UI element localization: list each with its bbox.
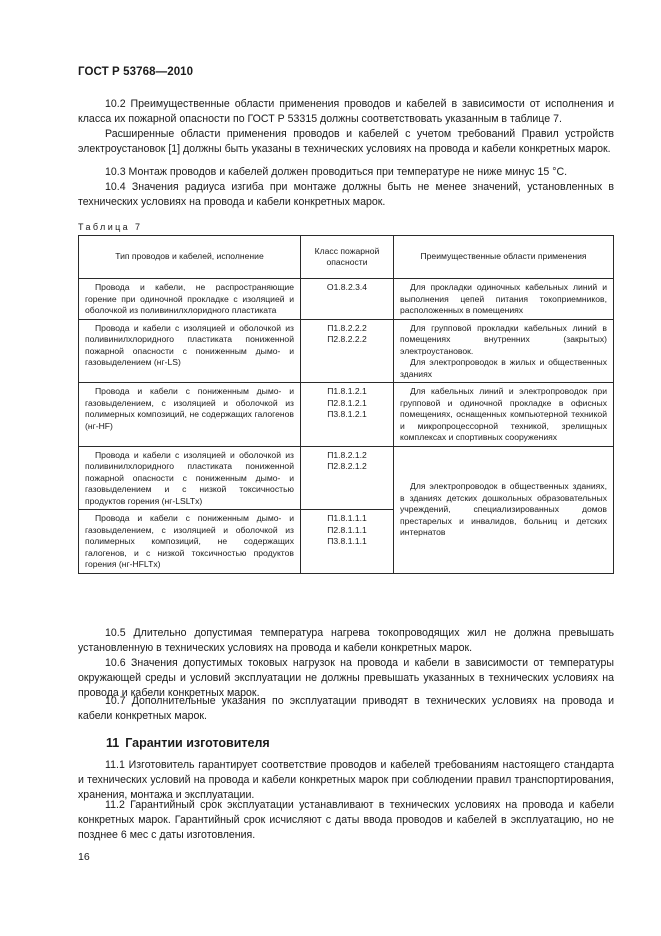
table-caption: Таблица 7 [78, 222, 143, 232]
section-title: Гарантии изготовителя [125, 736, 270, 750]
cell-cable-type: Провода и кабели, не распространяющие горение при одиночной прокладке с изоляцией и оболочкой из поливинилхлоридного пластиката [79, 279, 301, 320]
paragraph-10-3: 10.3 Монтаж проводов и кабелей должен проводиться при температуре не ниже минус 15 °С. [105, 166, 568, 178]
fire-class-code: П2.8.2.2.2 [327, 334, 367, 344]
paragraph-10-6: 10.6 Значения допустимых токовых нагрузок на провода и кабели в зависимости от температуры окружающей среды и условий эксплуатации не должны превышать указанных в технических условиях на провода и кабели конкретных марок. [78, 657, 614, 699]
cell-fire-class [301, 446, 394, 510]
fire-class-code: П1.8.1.2.1 [327, 386, 367, 396]
header-application-areas: Преимущественные области применения [394, 236, 614, 279]
document-code-header: ГОСТ Р 53768—2010 [78, 66, 194, 78]
fire-class-code: П1.8.2.2.2 [327, 322, 367, 333]
paragraph-10-4: 10.4 Значения радиуса изгиба при монтаже должны быть не менее значений, установленных в технических условиях на провода и кабели конкретных марок. [78, 181, 614, 208]
cell-cable-type: Провода и кабели с пониженным дымо- и газовыделением, с изоляцией и оболочкой из полимерных композиций, не содержащих галогенов, и с низкой токсичностью продуктов горения (нг-HFLTx) [79, 510, 301, 574]
cell-fire-class [301, 279, 394, 320]
cell-application-areas [394, 279, 614, 320]
cell-cable-type: Провода и кабели с пониженным дымо- и газовыделением, с изоляцией и оболочкой из полимерных композиций, не содержащих галогенов (нг-HF) [79, 383, 301, 447]
application-area-text: Для кабельных линий и электропроводок при групповой и одиночной прокладке в офисных помещениях, оснащенных компьютерной техникой и микропроцессорной техникой, зрелищных комплексах и спортивных сооружениях [400, 386, 607, 442]
fire-class-code: П2.8.1.1.1 [327, 524, 367, 535]
fire-class-code: П1.8.1.1.1 [327, 513, 367, 523]
header-cable-type: Тип проводов и кабелей, исполнение [79, 236, 301, 279]
table-row [79, 446, 614, 510]
fire-class-code: П1.8.2.1.2 [327, 449, 367, 460]
cell-fire-class [301, 319, 394, 383]
cell-cable-type: Провода и кабели с изоляцией и оболочкой из поливинилхлоридного пластиката пониженной пожарной опасности с пониженным дымо- и газовыделением и с низкой токсичностью продуктов горения (нг-LSLTx) [79, 446, 301, 510]
section-heading [106, 736, 270, 750]
table-row [79, 279, 614, 320]
table-7 [78, 235, 614, 574]
paragraph-extended-areas: Расширенные области применения проводов и кабелей с учетом требований Правил устройств электроустановок [1] должны быть указаны в технических условиях на провода и кабели конкретных марок. [78, 128, 614, 155]
cell-cable-type: Провода и кабели с изоляцией и оболочкой из поливинилхлоридного пластиката пониженной пожарной опасности с пониженным дымо- и газовыделением (нг-LS) [79, 319, 301, 383]
cell-merged-application-areas [394, 446, 614, 573]
table-header-row [79, 236, 614, 279]
paragraph-10-5: 10.5 Длительно допустимая температура нагрева токопроводящих жил не должна превышать установленную в технических условиях на провода и кабели конкретных марок. [78, 627, 614, 654]
paragraph-10-2: 10.2 Преимущественные области применения проводов и кабелей в зависимости от исполнения и класса их пожарной опасности по ГОСТ Р 53315 должны соответствовать указанным в таблице 7. [78, 98, 614, 125]
header-fire-class: Класс пожарной опасности [301, 236, 394, 279]
cell-fire-class [301, 510, 394, 574]
cell-application-areas [394, 319, 614, 383]
section-number: 11 [106, 736, 120, 750]
paragraph-10-7: 10.7 Дополнительные указания по эксплуатации приводят в технических условиях на провода и кабели конкретных марок. [78, 695, 614, 722]
application-area-text: Для электропроводок в общественных зданиях, в зданиях детских дошкольных образовательных учреждений, специализированных домов престарелых и инвалидов, больниц и детских интернатов [400, 481, 607, 538]
application-area-text: Для электропроводок в жилых и общественных зданиях [400, 357, 607, 379]
cell-fire-class [301, 383, 394, 447]
page-number: 16 [78, 851, 90, 863]
paragraph-11-1: 11.1 Изготовитель гарантирует соответствие проводов и кабелей требованиям настоящего стандарта и технических условий на провода и кабели конкретных марок при соблюдении правил транспортирования, хранения, монтажа и эксплуатации. [78, 759, 614, 801]
cell-application-areas [394, 383, 614, 447]
application-area-text: Для прокладки одиночных кабельных линий и выполнения цепей питания токоприемников, расположенных в помещениях [400, 282, 607, 315]
table-row [79, 319, 614, 383]
fire-class-code: П2.8.1.2.1 [327, 397, 367, 408]
fire-class-code: О1.8.2.3.4 [326, 282, 368, 292]
fire-class-code: П3.8.1.2.1 [327, 409, 367, 419]
fire-class-code: П3.8.1.1.1 [327, 536, 367, 546]
paragraph-11-2: 11.2 Гарантийный срок эксплуатации устанавливают в технических условиях на провода и кабели конкретных марок. Гарантийный срок исчисляют с даты ввода проводов и кабелей в эксплуатацию, но не позднее 6 мес с даты изготовления. [78, 799, 614, 841]
fire-class-code: П2.8.2.1.2 [327, 461, 367, 471]
application-area-text: Для групповой прокладки кабельных линий в помещениях внутренних (закрытых) электроустановок. [400, 322, 607, 356]
table-row [79, 383, 614, 447]
